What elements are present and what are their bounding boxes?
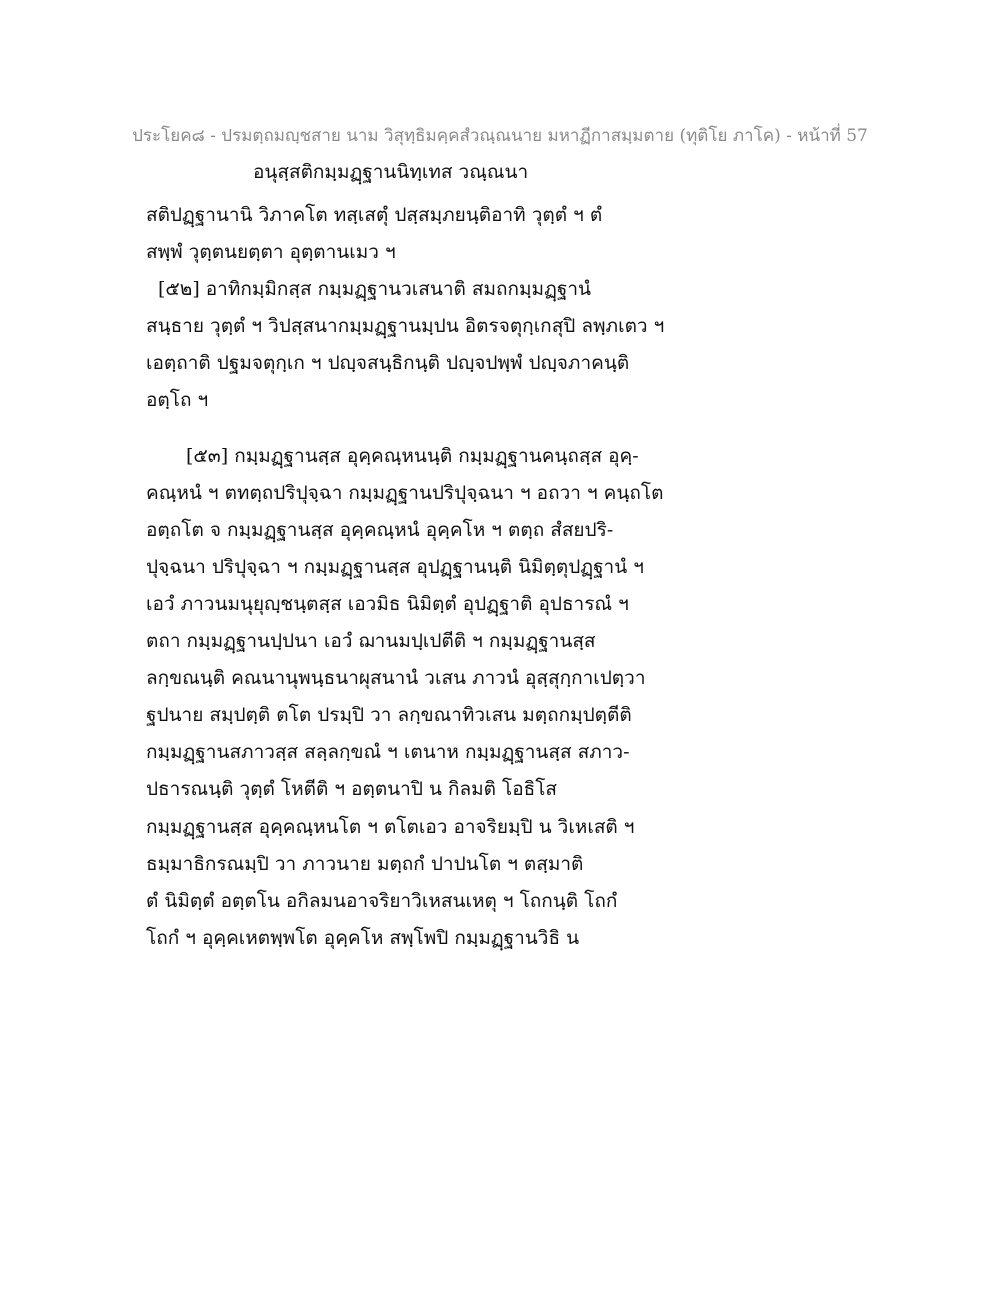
- paragraph: [146, 438, 846, 957]
- text-line: ตํ นิมิตฺตํ อตฺตโน อกิลมนอาจริยาวิเหสนเหตุ ฯ โถกนฺติ โถกํ: [146, 889, 618, 912]
- text-line: โถกํ ฯ อุคฺคเหตพฺพโต อุคฺคโห สพฺโพปิ กมฺมฏฺฐานวิธิ น: [146, 926, 580, 949]
- section-title: อนุสฺสติกมฺมฏฺฐานนิทฺเทส วณฺณนา: [253, 161, 529, 183]
- text-line: ลกฺขณนฺติ คณนานุพนฺธนาผุสนานํ วเสน ภาวนํ อุสฺสุกฺกาเปตฺวา: [146, 667, 646, 690]
- text-line: อตฺถโต จ กมฺมฏฺฐานสฺส อุคฺคณฺหนํ อุคฺคโห ฯ ตตฺถ สํสยปริ-: [146, 518, 614, 541]
- text-line: [๕๒] อาทิกมฺมิกสฺส กมฺมฏฺฐานวเสนาติ สมถกมฺมฏฺฐานํ: [158, 278, 591, 301]
- paragraph: [146, 197, 846, 271]
- text-line: กมฺมฏฺฐานสภาวสฺส สลฺลกฺขณํ ฯ เตนาห กมฺมฏฺฐานสฺส สภาว-: [146, 741, 630, 764]
- text-line: เอวํ ภาวนมนุยุญฺชนฺตสฺส เอวมิธ นิมิตฺตํ อุปฏฺฐาติ อุปธารณํ ฯ: [146, 592, 629, 615]
- text-line: ตถา กมฺมฏฺฐานปฺปนา เอวํ ฌานมปฺเปตีติ ฯ กมฺมฏฺฐานสฺส: [146, 630, 596, 653]
- running-header: ประโยค๘ - ปรมตฺถมญฺชสาย นาม วิสุทฺธิมคฺคสํวณฺณนาย มหาฏีกาสมฺมตาย (ทุติโย ภาโค) - หน้าที่ 57: [132, 126, 868, 146]
- text-line: สติปฏฺฐานานิ วิภาคโต ทสฺเสตุํ ปสฺสมฺภยนฺติอาทิ วุตฺตํ ฯ ตํ: [146, 204, 603, 226]
- text-line: อตฺโถ ฯ: [146, 389, 209, 412]
- paragraph: [146, 271, 846, 419]
- body-text: [146, 197, 846, 957]
- text-line: ฐปนาย สมฺปตฺติ ตโต ปรมฺปิ วา ลกฺขณาทิวเสน มตฺถกมฺปตฺตีติ: [146, 704, 632, 727]
- text-line: [๕๓] กมฺมฏฺฐานสฺส อุคฺคณฺหนนฺติ กมฺมฏฺฐานคนฺถสฺส อุคฺ-: [186, 444, 639, 467]
- text-line: ปุจฺฉนา ปริปุจฺฉา ฯ กมฺมฏฺฐานสฺส อุปฏฺฐานนฺติ นิมิตฺตุปฏฺฐานํ ฯ: [146, 555, 644, 578]
- text-line: ปธารณนฺติ วุตฺตํ โหตีติ ฯ อตฺตนาปิ น กิลมติ โอธิโส: [146, 778, 558, 801]
- paragraph-gap: [146, 420, 846, 438]
- text-line: คณฺหนํ ฯ ตทตฺถปริปุจฺฉา กมฺมฏฺฐานปริปุจฺฉนา ฯ อถวา ฯ คนฺถโต: [146, 481, 664, 504]
- text-line: ธมฺมาธิกรณมฺปิ วา ภาวนาย มตฺถกํ ปาปนโต ฯ ตสฺมาติ: [146, 852, 584, 875]
- text-line: เอตฺถาติ ปฐมจตุกฺเก ฯ ปญฺจสนฺธิกนฺติ ปญฺจปพฺพํ ปญฺจภาคนฺติ: [146, 352, 630, 375]
- text-line: กมฺมฏฺฐานสฺส อุคฺคณฺหนโต ฯ ตโตเอว อาจริยมฺปิ น วิเหเสติ ฯ: [146, 815, 635, 838]
- text-line: สนฺธาย วุตฺตํ ฯ วิปสฺสนากมฺมฏฺฐานมฺปน อิตรจตุกฺเกสุปิ ลพฺภเตว ฯ: [146, 315, 665, 338]
- text-line: สพฺพํ วุตฺตนยตฺตา อุตฺตานเมว ฯ: [146, 241, 396, 264]
